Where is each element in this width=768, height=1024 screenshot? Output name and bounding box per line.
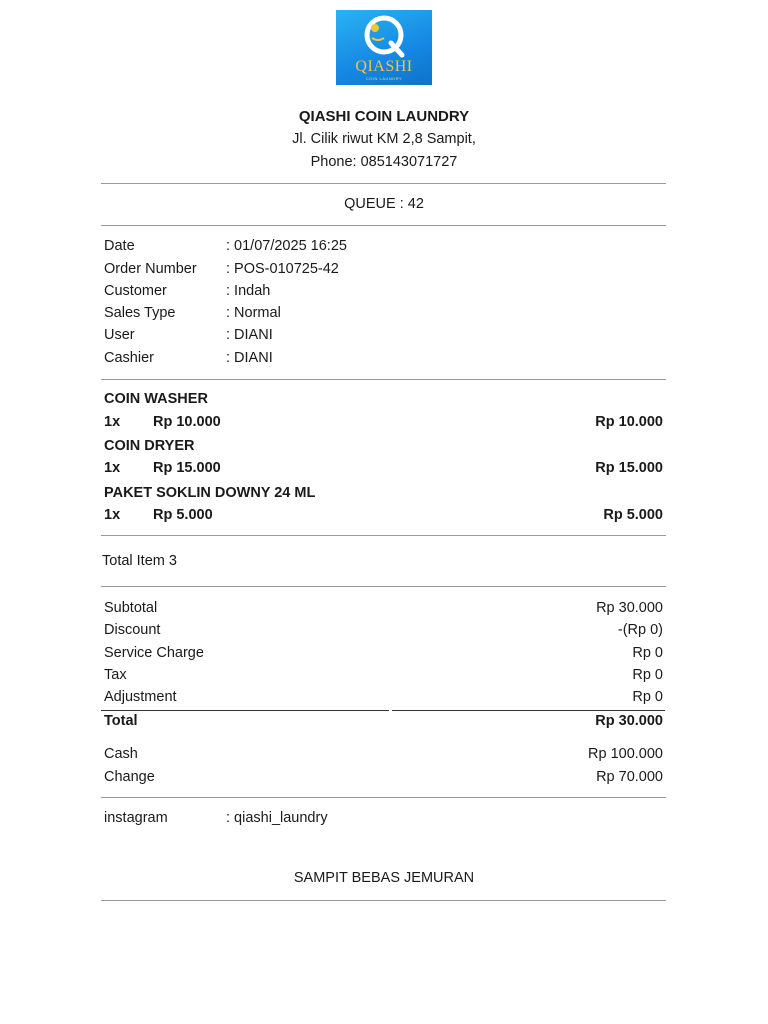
summary-value: Rp 0: [632, 689, 663, 705]
summary-label: Discount: [104, 622, 161, 638]
shop-name: QIASHI COIN LAUNDRY: [298, 108, 470, 125]
summary-row-tax: [104, 665, 663, 685]
info-label: User: [104, 327, 135, 343]
payment-value: Rp 70.000: [596, 769, 663, 785]
divider: [101, 225, 666, 226]
item-total: Rp 5.000: [603, 507, 663, 523]
summary-value: Rp 0: [632, 667, 663, 683]
shop-logo: [336, 10, 432, 85]
payment-label: Change: [104, 769, 155, 785]
payment-row-cash: [104, 744, 663, 764]
total-item-count-text: Total Item 3: [102, 553, 177, 569]
grand-total-label: Total: [104, 713, 138, 729]
info-label: Cashier: [104, 350, 154, 366]
list-item-price-line: [104, 412, 663, 432]
item-name: PAKET SOKLIN DOWNY 24 ML: [104, 485, 316, 501]
summary-row-adjustment: [104, 687, 663, 707]
item-total: Rp 15.000: [595, 460, 663, 476]
logo-wordmark: QIASHI: [355, 58, 413, 75]
divider: [101, 535, 666, 536]
info-value: : DIANI: [226, 350, 273, 366]
item-unit-price: Rp 5.000: [153, 507, 213, 523]
info-value: : 01/07/2025 16:25: [226, 238, 347, 254]
info-value: : DIANI: [226, 327, 273, 343]
info-label: Customer: [104, 283, 167, 299]
info-value: : POS-010725-42: [226, 261, 339, 277]
social-handle: : qiashi_laundry: [226, 810, 328, 826]
item-qty: 1x: [104, 414, 121, 430]
payment-row-change: [104, 767, 663, 787]
payment-value: Rp 100.000: [588, 746, 663, 762]
info-value: : Normal: [226, 305, 281, 321]
item-unit-price: Rp 15.000: [153, 460, 221, 476]
logo-tagline: COIN LAUNDRY: [365, 76, 403, 81]
info-label: Order Number: [104, 261, 197, 277]
item-name: COIN WASHER: [104, 391, 208, 407]
summary-value: -(Rp 0): [617, 622, 663, 638]
divider: [101, 797, 666, 798]
summary-label: Service Charge: [104, 645, 204, 661]
info-value: : Indah: [226, 283, 271, 299]
payment-label: Cash: [104, 746, 138, 762]
summary-value: Rp 0: [632, 645, 663, 661]
grand-total-row: [104, 711, 663, 731]
shop-address: Jl. Cilik riwut KM 2,8 Sampit,: [292, 131, 476, 147]
item-total: Rp 10.000: [595, 414, 663, 430]
social-label: instagram: [104, 810, 168, 826]
item-unit-price: Rp 10.000: [153, 414, 221, 430]
shop-phone: Phone: 085143071727: [310, 154, 458, 170]
summary-label: Adjustment: [104, 689, 177, 705]
item-qty: 1x: [104, 460, 121, 476]
divider: [101, 379, 666, 380]
summary-row-service-charge: [104, 643, 663, 663]
item-qty: 1x: [104, 507, 121, 523]
grand-total-value: Rp 30.000: [595, 713, 663, 729]
summary-label: Tax: [104, 667, 127, 683]
footer-slogan: SAMPIT BEBAS JEMURAN: [293, 870, 475, 886]
info-label: Sales Type: [104, 305, 176, 321]
summary-label: Subtotal: [104, 600, 158, 616]
list-item-price-line: [104, 458, 663, 478]
queue-number: QUEUE : 42: [344, 196, 424, 212]
info-label: Date: [104, 238, 135, 254]
summary-value: Rp 30.000: [596, 600, 663, 616]
summary-row-subtotal: [104, 598, 663, 618]
divider: [101, 900, 666, 901]
summary-row-discount: [104, 620, 663, 640]
divider: [101, 586, 666, 587]
item-name: COIN DRYER: [104, 438, 195, 454]
logo-emblem-icon: [336, 10, 432, 60]
divider: [101, 183, 666, 184]
list-item-price-line: [104, 505, 663, 525]
